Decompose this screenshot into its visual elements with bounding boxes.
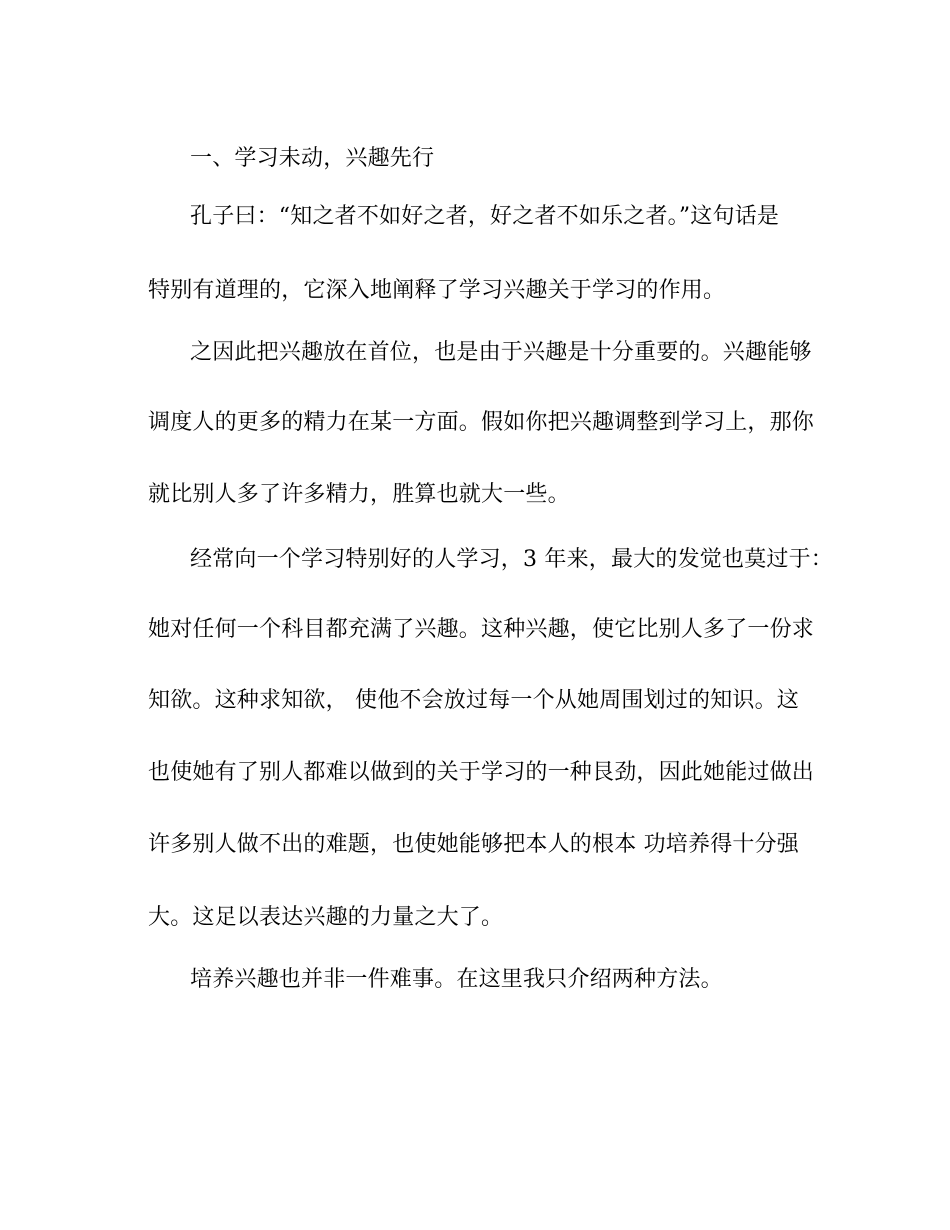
paragraph-3-line-5: 许多别人做不出的难题，也使她能够把本人的根本 功培养得十分强 (148, 832, 799, 857)
paragraph-3-line-6: 大。这足以表达兴趣的力量之大了。 (148, 905, 504, 930)
paragraph-1-line-1: 孔子曰：“知之者不如好之者，好之者不如乐之者。”这句话是 (190, 204, 780, 229)
paragraph-3-line-2: 她对任何一个科目都充满了兴趣。这种兴趣，使它比别人多了一份求 (148, 617, 815, 642)
paragraph-2-line-2: 调度人的更多的精力在某一方面。假如你把兴趣调整到学习上，那你 (148, 410, 815, 435)
paragraph-1-line-2: 特别有道理的，它深入地阐释了学习兴趣关于学习的作用。 (148, 278, 726, 303)
paragraph-2-line-3: 就比别人多了许多精力，胜算也就大一些。 (148, 482, 570, 507)
paragraph-4-line-1: 培养兴趣也并非一件难事。在这里我只介绍两种方法。 (190, 967, 723, 992)
paragraph-3-line-4: 也使她有了别人都难以做到的关于学习的一种艮劲，因此她能过做出 (148, 760, 815, 785)
section-heading: 一、学习未动，兴趣先行 (190, 146, 435, 171)
paragraph-3-line-3: 知欲。这种求知欲， 使他不会放过每一个从她周围划过的知识。这 (148, 688, 799, 713)
paragraph-3-line-1: 经常向一个学习特别好的人学习，3 年来，最大的发觉也莫过于： (190, 547, 833, 572)
paragraph-2-line-1: 之因此把兴趣放在首位，也是由于兴趣是十分重要的。兴趣能够 (190, 340, 812, 365)
